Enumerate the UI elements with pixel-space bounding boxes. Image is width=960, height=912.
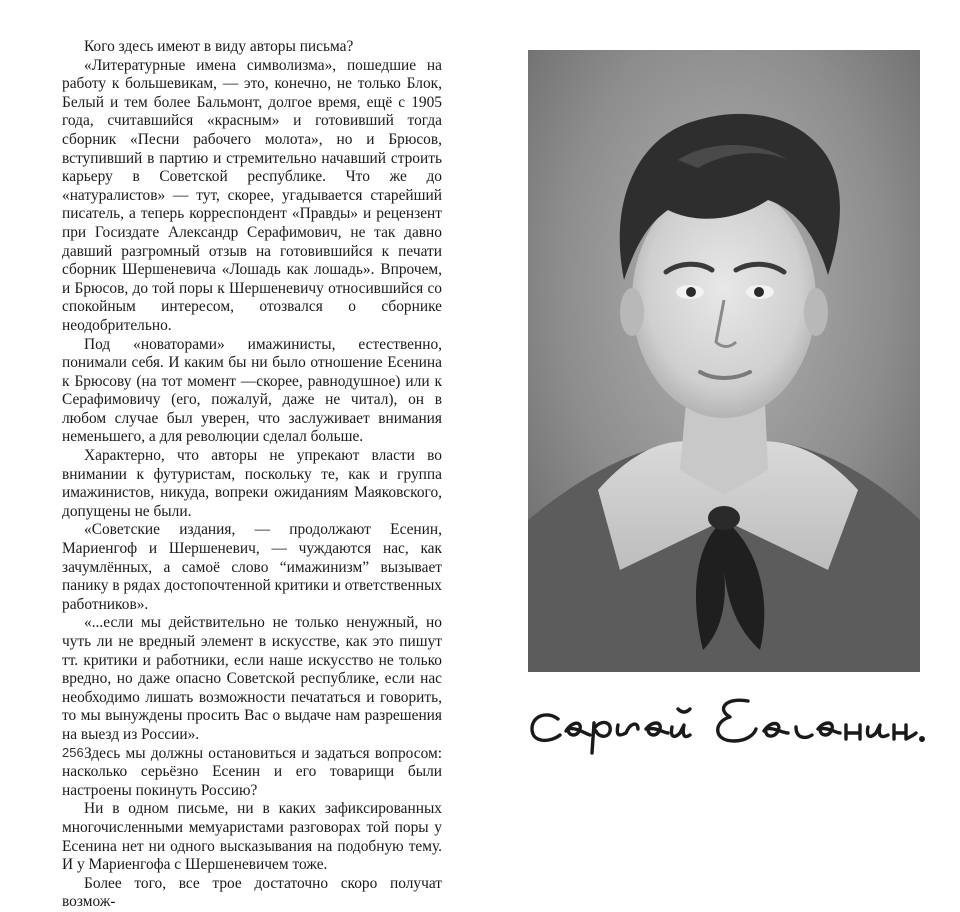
portrait-photo [528, 50, 920, 672]
paragraph-7: Здесь мы должны остановиться и задаться вопросом: насколько серьёзно Есенин и его товарищи были настроены покинуть Россию? [62, 744, 442, 799]
paragraph-3: Под «новаторами» имажинисты, естественно, понимали себя. И каким бы ни было отношение Есенина к Брюсову (на тот момент —скорее, равнодушное) или к Серафимовичу (его, пожалуй, даже не читал), он в любом случае был уверен, что заслуживает внимания неменьшего, а для революции сделал больше. [62, 335, 442, 446]
paragraph-1: Кого здесь имеют в виду авторы письма? [84, 38, 354, 55]
paragraph-5: «Советские издания, — продолжают Есенин, Мариенгоф и Шершеневич, — чуждаются нас, как зачумлённых, а самоё слово “имажинизм” вызывает панику в рядах достопочтенной критики и ответственных работников». [62, 521, 442, 613]
paragraph-2: «Литературные имена символизма», пошедшие на работу к большевикам, — это, конечно, не только Блок, Белый и тем более Бальмонт, долгое время, ещё с 1905 года, считавшийся «красным» и готовивший тогда сборник «Песни рабочего молота», но и Брюсов, вступивший в партию и стремительно начавший строить карьеру в Советской республике. Что же до «натуралистов» — тут, скорее, угадывается старейший писатель, а теперь корреспондент «Правды» и рецензент при Госиздате Александр Серафимович, не так давно давший разгромный отзыв на готовившийся к печати сборник Шершеневича «Лошадь как лошадь». Впрочем, и Брюсов, до той поры к Шершеневичу относившийся со спокойным интересом, отозвался о сборнике неодобрительно. [62, 56, 442, 334]
left-page-text [62, 38, 442, 912]
paragraph-8: Ни в одном письме, ни в каких зафиксированных многочисленными мемуаристами разговорах той поры у Есенина нет ни одного высказывания на подобную тему. И у Мариенгофа с Шершеневичем тоже. [62, 800, 442, 874]
page-number: 256 [62, 745, 84, 760]
paragraph-6: «...если мы действительно не только ненужный, но чуть ли не вредный элемент в искусстве, как это пишут тт. критики и работники, если наше искусство не только вредно, но даже опасно Советской республике, если нас необходимо лишать возможности печататься и говорить, то мы вынуждены просить Вас о выдаче нам разрешения на выезд из России». [62, 614, 442, 743]
paragraph-4: Характерно, что авторы не упрекают власти во внимании к футуристам, поскольку те, как и группа имажинистов, никуда, вопреки ожиданиям Маяковского, допущены не были. [62, 447, 442, 520]
paragraph-9: Более того, все трое достаточно скоро получат возмож- [62, 874, 442, 911]
signature-graphic [520, 683, 930, 761]
portrait-photo-icon [528, 50, 920, 672]
signature [520, 683, 930, 761]
signature-text: Сергей Есенин. [520, 683, 527, 684]
